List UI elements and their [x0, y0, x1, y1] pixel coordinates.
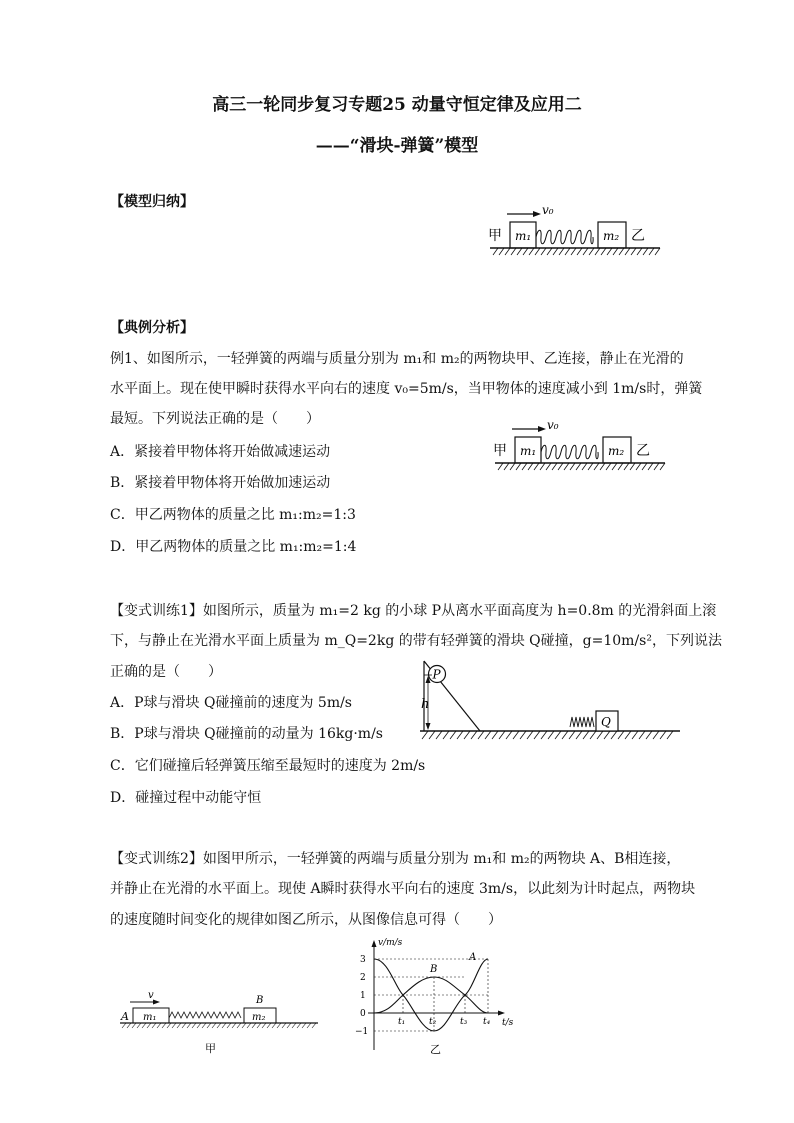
jia-caption: 甲 — [205, 1042, 216, 1055]
yi-ytick-3: 3 — [360, 955, 366, 965]
example1-option-b: B．紧接着甲物体将开始做加速运动 — [110, 475, 331, 491]
yi-tick-t3: t₃ — [460, 1017, 468, 1027]
model-m1-label: m₁ — [515, 229, 532, 243]
jia-v-label: v — [148, 990, 154, 1001]
drill1-ball-label: P — [432, 667, 441, 682]
drill1-q-label: Q — [601, 715, 611, 729]
drill2-line-2: 并静止在光滑的水平面上。现使 A瞬时获得水平向右的速度 3m/s，以此刻为计时起点，两物块 — [110, 881, 696, 897]
example1-option-a: A．紧接着甲物体将开始做减速运动 — [110, 444, 331, 460]
jia-a-label: A — [121, 1010, 129, 1023]
drill1-option-a: A．P球与滑块 Q碰撞前的速度为 5m/s — [110, 695, 352, 711]
yi-ylabel: v/m/s — [378, 938, 403, 948]
yi-label-a: A — [469, 952, 477, 963]
section-examples-heading: 【典例分析】 — [110, 320, 194, 336]
model-jia-label: 甲 — [488, 228, 502, 244]
example1-spring — [541, 445, 598, 459]
yi-ytick-2: 2 — [360, 973, 366, 983]
jia-m1-label: m₁ — [143, 1012, 157, 1023]
drill2-line-1: 【变式训练2】如图甲所示，一轻弹簧的两端与质量分别为 m₁和 m₂的两物块 A、B相连接， — [110, 851, 681, 867]
example1-line-2: 水平面上。现在使甲瞬时获得水平向右的速度 v₀=5m/s，当甲物体的速度减小到 1m/s时，弹簧 — [110, 381, 703, 397]
yi-tick-t1: t₁ — [398, 1017, 406, 1027]
model-ground-hatch — [493, 248, 660, 255]
drill1-spring — [570, 717, 594, 727]
section-model-heading: 【模型归纳】 — [110, 194, 194, 210]
example1-option-d: D．甲乙两物体的质量之比 m₁:m₂=1:4 — [110, 539, 357, 555]
model-figure — [485, 200, 665, 265]
drill1-line-3: 正确的是（ ） — [110, 664, 222, 680]
model-v0-label: v₀ — [542, 203, 554, 217]
drill1-h-label: h — [421, 697, 430, 712]
drill1-option-c: C．它们碰撞后轻弹簧压缩至最短时的速度为 2m/s — [110, 758, 426, 774]
yi-tick-t2: t₂ — [429, 1017, 437, 1027]
jia-ground-hatch — [122, 1023, 316, 1028]
example1-figure — [490, 415, 670, 480]
example1-option-c: C．甲乙两物体的质量之比 m₁:m₂=1:3 — [110, 507, 356, 523]
jia-b-label: B — [256, 995, 264, 1006]
jia-spring — [169, 1012, 241, 1018]
yi-xlabel: t/s — [502, 1018, 514, 1028]
page-subtitle: ——“滑块-弹簧”模型 — [315, 136, 479, 156]
model-yi-label: 乙 — [631, 228, 645, 244]
drill1-option-d: D．碰撞过程中动能守恒 — [110, 790, 262, 806]
example1-m1-label: m₁ — [520, 444, 537, 458]
drill1-line-2: 下，与静止在光滑水平面上质量为 m_Q=2kg 的带有轻弹簧的滑块 Q碰撞，g=10m/s²，下列说法 — [110, 633, 722, 649]
drill2-figure-yi — [350, 935, 514, 1060]
example1-yi-label: 乙 — [636, 443, 650, 459]
drill2-line-3: 的速度随时间变化的规律如图乙所示，从图像信息可得（ ） — [110, 912, 502, 928]
drill1-line-1: 【变式训练1】如图所示，质量为 m₁=2 kg 的小球 P从离水平面高度为 h=0.8m 的光滑斜面上滚 — [110, 603, 717, 619]
yi-ytick-1: 1 — [360, 991, 366, 1001]
page-title: 高三一轮同步复习专题25 动量守恒定律及应用二 — [212, 95, 582, 115]
drill2-figure-jia — [118, 990, 323, 1060]
model-m2-label: m₂ — [603, 229, 620, 243]
model-spring — [536, 230, 593, 244]
example1-line-3: 最短。下列说法正确的是（ ） — [110, 411, 320, 427]
example1-ground-hatch — [498, 463, 665, 470]
drill1-option-b: B．P球与滑块 Q碰撞前的动量为 16kg·m/s — [110, 726, 383, 742]
yi-tick-t4: t₄ — [483, 1017, 491, 1027]
drill1-figure — [410, 655, 685, 745]
yi-caption: 乙 — [430, 1043, 441, 1056]
jia-m2-label: m₂ — [252, 1012, 266, 1023]
yi-ytick-neg1: −1 — [355, 1027, 369, 1037]
example1-line-1: 例1、如图所示，一轻弹簧的两端与质量分别为 m₁和 m₂的两物块甲、乙连接，静止在光滑的 — [110, 351, 684, 367]
example1-jia-label: 甲 — [493, 443, 507, 459]
yi-ytick-0: 0 — [360, 1009, 366, 1019]
drill1-ground-hatch — [422, 731, 673, 739]
example1-m2-label: m₂ — [608, 444, 625, 458]
yi-label-b: B — [430, 964, 438, 975]
example1-v0-label: v₀ — [547, 418, 559, 432]
